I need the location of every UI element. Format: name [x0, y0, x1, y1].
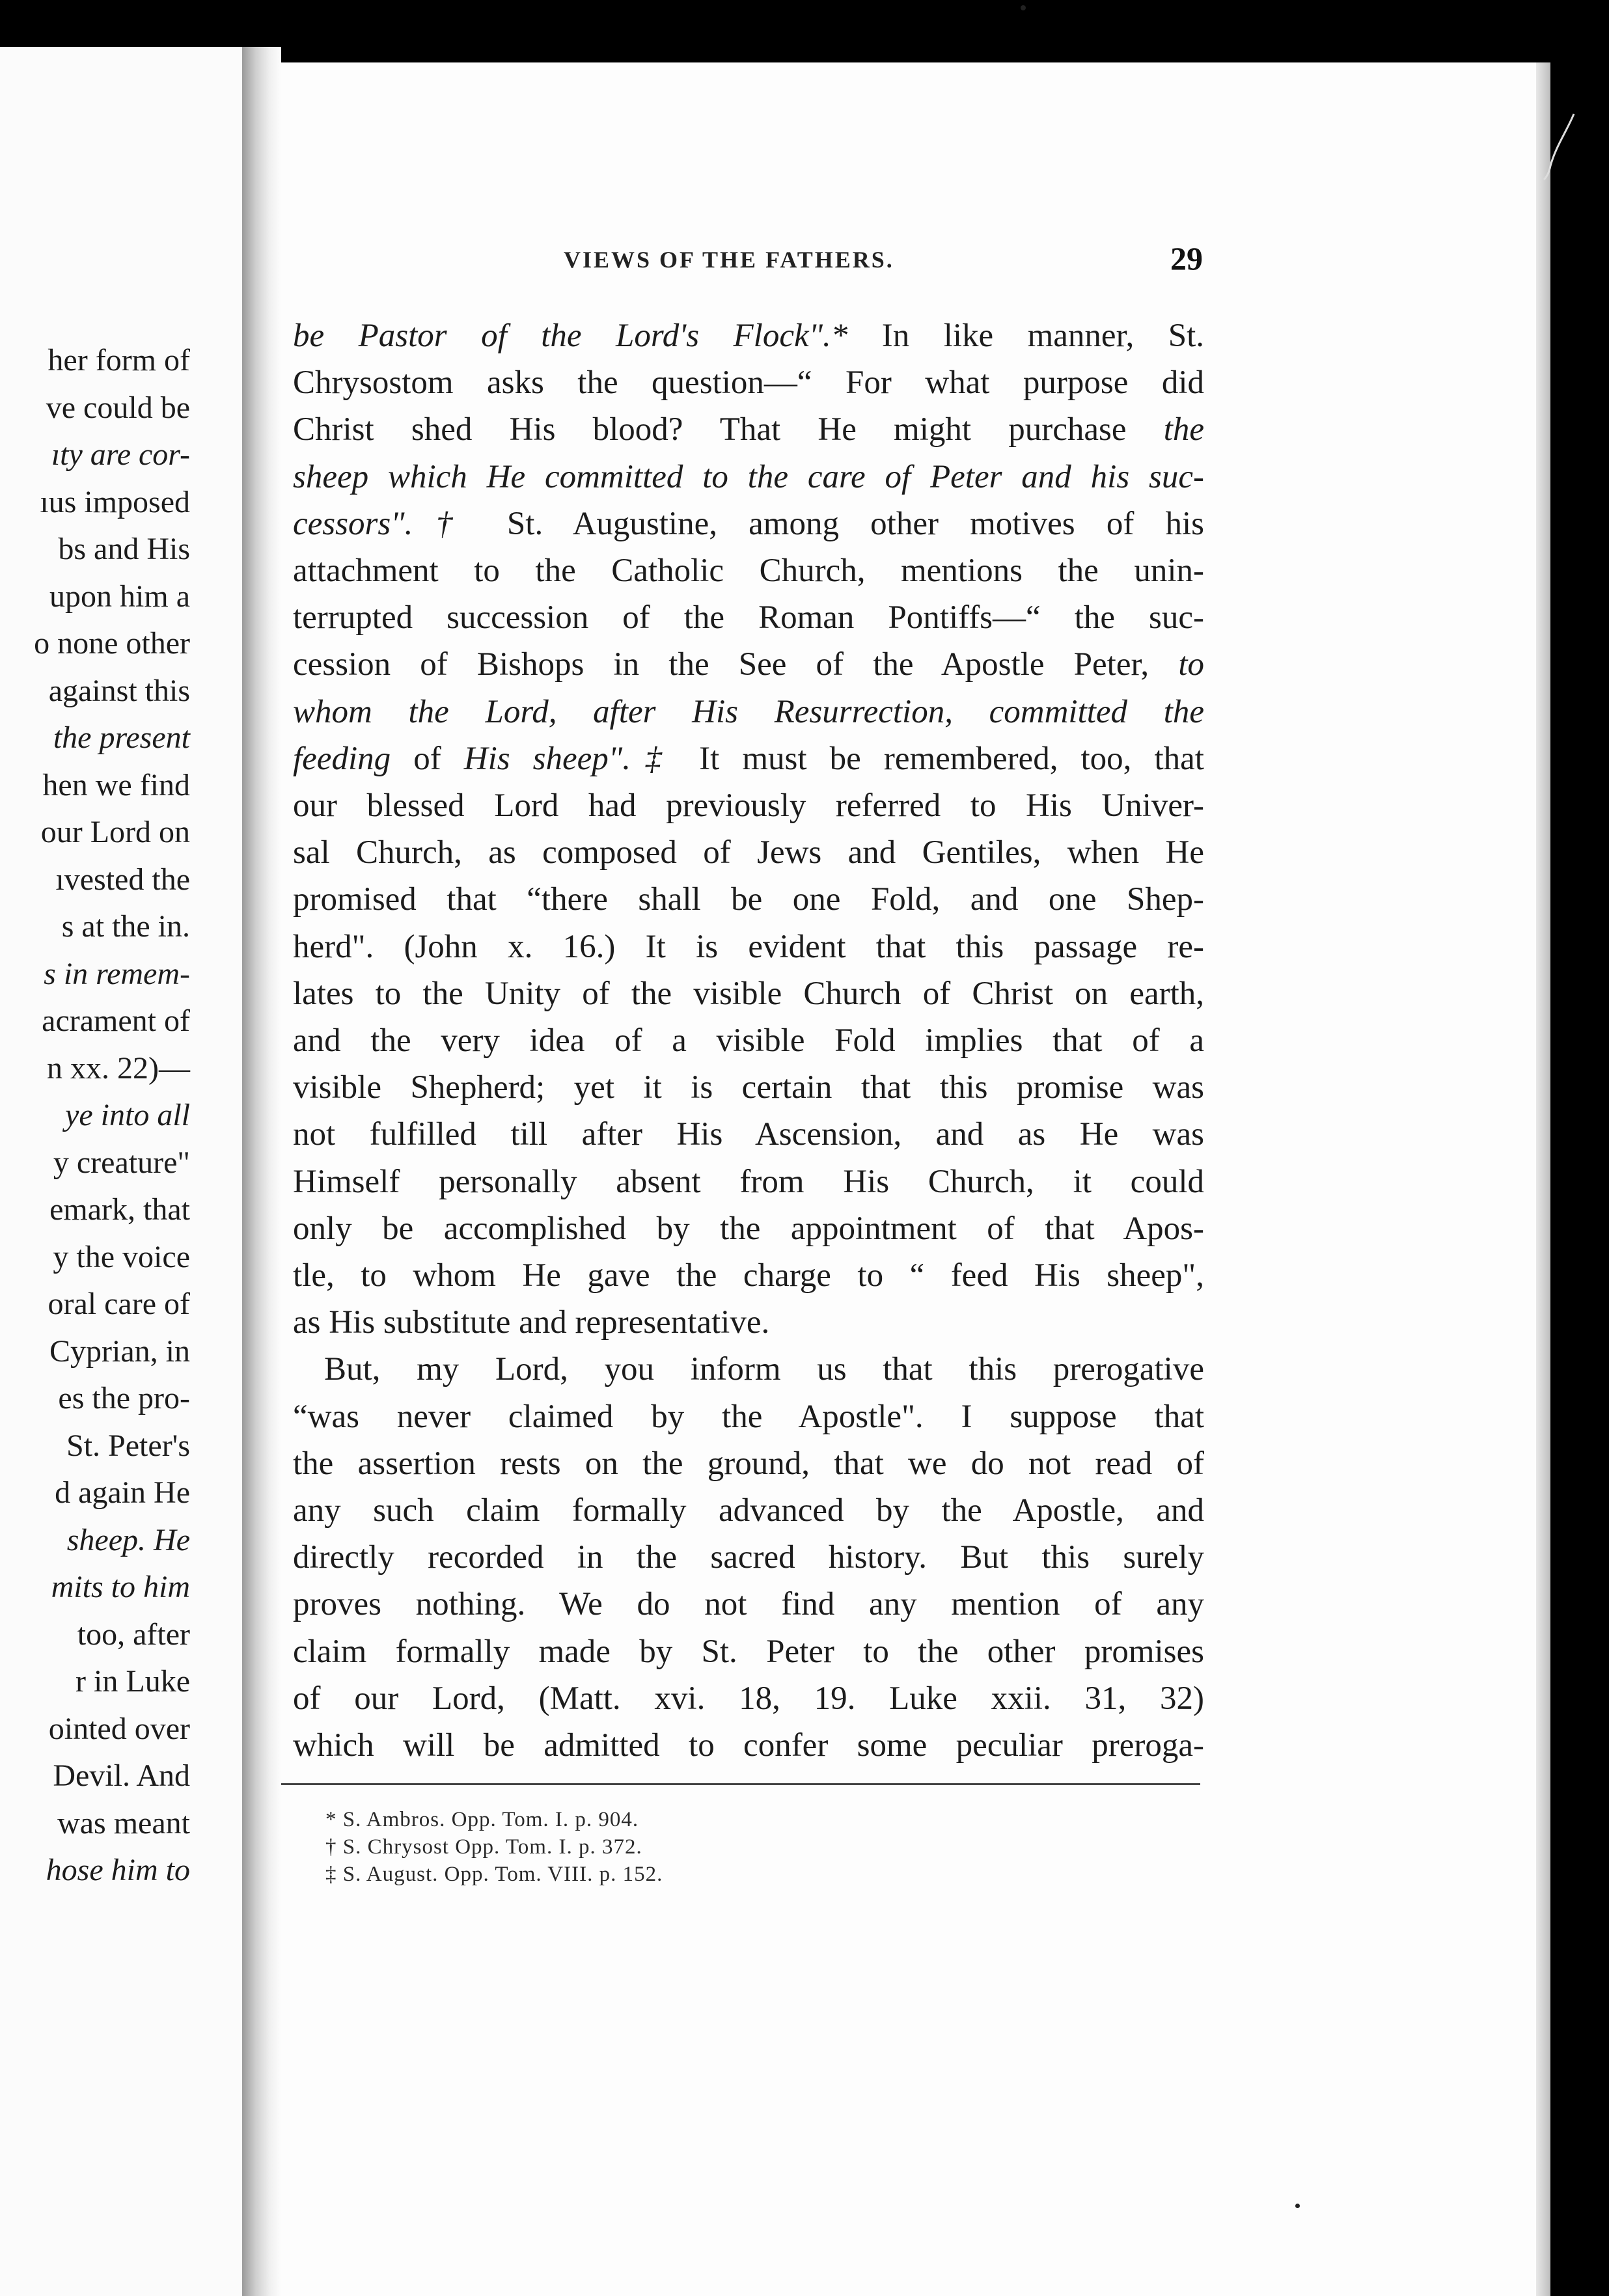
dust-speck — [1295, 2204, 1300, 2208]
text-line — [293, 923, 1204, 970]
text-line — [293, 1158, 1204, 1205]
left-page-line: Cyprian, in — [49, 1333, 190, 1369]
footnote: * S. Ambros. Opp. Tom. I. p. 904. — [325, 1808, 639, 1831]
text-line — [293, 876, 1204, 923]
left-page-line: bs and His — [58, 532, 190, 566]
text-line — [293, 500, 1204, 547]
text-run: Christ shed His blood? That He might purchase — [293, 411, 1164, 448]
text-line — [293, 312, 1204, 359]
text-run: Himself personally absent from His Church, it could — [293, 1163, 1204, 1200]
left-page-line: r in Luke — [76, 1664, 190, 1699]
left-page-line: the present — [53, 720, 190, 755]
left-page-line: s at the in. — [61, 909, 190, 944]
dust-speck — [1021, 5, 1026, 10]
left-page-line: upon him a — [49, 579, 190, 614]
running-head: VIEWS OF THE FATHERS. — [564, 247, 894, 273]
footnote: † S. Chrysost Opp. Tom. I. p. 372. — [325, 1835, 642, 1859]
text-run: “was never claimed by the Apostle". I suppose that — [293, 1398, 1204, 1435]
left-page-line: o none other — [34, 626, 190, 661]
text-line — [293, 454, 1204, 500]
text-run: any such claim formally advanced by the Apostle, and — [293, 1492, 1204, 1529]
text-run: claim formally made by St. Peter to the other promises — [293, 1633, 1204, 1670]
left-page-line: ointed over — [48, 1711, 190, 1746]
left-page-line: Devil. And — [53, 1758, 190, 1793]
text-run: But, my Lord, you inform us that this prerogative — [324, 1351, 1204, 1388]
text-line — [293, 406, 1204, 453]
left-page-line: acrament of — [42, 1004, 190, 1038]
left-page-line: ıus imposed — [40, 484, 190, 519]
text-line — [293, 1111, 1204, 1158]
text-run: the assertion rests on the ground, that we do not read of — [293, 1445, 1204, 1482]
text-line — [293, 1393, 1204, 1440]
text-line — [293, 1346, 1204, 1393]
gutter-shadow — [242, 47, 281, 2296]
italic-run: feeding — [293, 740, 391, 777]
text-line — [293, 547, 1204, 594]
text-run: visible Shepherd; yet it is certain that this promise was — [293, 1069, 1204, 1106]
italic-run: the — [1163, 411, 1204, 448]
left-page-line: y creature" — [53, 1145, 190, 1180]
left-page-line: her form of — [48, 343, 190, 377]
text-line — [293, 782, 1204, 829]
left-page-line: n xx. 22)— — [47, 1050, 190, 1086]
text-run: directly recorded in the sacred history. But this surely — [293, 1539, 1204, 1576]
text-run: herd". (John x. 16.) It is evident that this passage re- — [293, 928, 1204, 965]
text-line — [293, 1534, 1204, 1581]
left-page-line: ve could be — [46, 390, 190, 425]
left-page-line: too, after — [77, 1617, 190, 1652]
text-run: as His substitute and representative. — [293, 1304, 770, 1341]
text-run: which will be admitted to confer some peculiar preroga- — [293, 1727, 1204, 1764]
text-run: sal Church, as composed of Jews and Gentiles, when He — [293, 834, 1204, 871]
left-page-line: sheep. He — [66, 1522, 190, 1557]
italic-run: to — [1178, 646, 1204, 683]
left-page-line: hose him to — [46, 1853, 190, 1887]
pen-stroke-mark — [1541, 111, 1580, 182]
text-run: St. Augustine, among other motives of his — [475, 505, 1205, 542]
text-line — [293, 1628, 1204, 1675]
left-page-line: was meant — [57, 1805, 190, 1840]
text-run: not fulfilled till after His Ascension, and as He was — [293, 1116, 1204, 1153]
left-page-line: St. Peter's — [66, 1428, 190, 1463]
italic-run: be Pastor of the Lord's Flock".* — [293, 318, 848, 354]
text-line — [293, 641, 1204, 688]
left-page-line: our Lord on — [40, 815, 190, 849]
text-run: proves nothing. We do not find any mention of any — [293, 1586, 1204, 1623]
italic-run: His sheep".‡ — [463, 740, 677, 777]
text-line — [293, 594, 1204, 641]
left-page-line: d again He — [55, 1475, 190, 1510]
text-line — [293, 1487, 1204, 1534]
text-run: our blessed Lord had previously referred to His Univer- — [293, 787, 1204, 824]
left-page-line: y the voice — [53, 1239, 190, 1274]
left-page-line: ıty are cor- — [51, 437, 190, 472]
left-page-line: es the pro- — [58, 1381, 190, 1415]
italic-run: cessors".† — [293, 505, 476, 542]
text-run: and the very idea of a visible Fold implies that of a — [293, 1022, 1204, 1059]
left-page-line: oral care of — [48, 1287, 190, 1321]
page-edge — [1536, 62, 1550, 2296]
left-page-line: s in remem- — [44, 956, 190, 991]
text-run: tle, to whom He gave the charge to “ feed His sheep", — [293, 1257, 1204, 1294]
left-page-line: ıvested the — [55, 862, 190, 897]
text-line — [293, 829, 1204, 876]
text-run: of our Lord, (Matt. xvi. 18, 19. Luke xxii. 31, 32) — [293, 1680, 1204, 1717]
left-page-line: against this — [48, 673, 190, 708]
text-run: lates to the Unity of the visible Church of Christ on earth, — [293, 975, 1204, 1012]
text-line — [293, 1299, 1204, 1346]
left-page-line: emark, that — [49, 1192, 190, 1227]
text-line — [293, 1252, 1204, 1299]
text-line — [293, 1722, 1204, 1769]
text-line — [293, 359, 1204, 406]
text-run: Chrysostom asks the question—“ For what purpose did — [293, 364, 1204, 402]
text-line — [293, 1064, 1204, 1111]
text-run: of — [391, 740, 464, 777]
text-line — [293, 1581, 1204, 1628]
text-line — [293, 1675, 1204, 1722]
text-run: promised that “there shall be one Fold, and one Shep- — [293, 881, 1204, 918]
text-line — [293, 735, 1204, 782]
page-number: 29 — [1170, 240, 1203, 277]
left-page-line: ye into all — [65, 1098, 190, 1132]
text-run: It must be remembered, too, that — [676, 740, 1204, 777]
text-line — [293, 1205, 1204, 1252]
footnote-rule — [281, 1783, 1200, 1785]
footnote: ‡ S. August. Opp. Tom. VIII. p. 152. — [325, 1863, 663, 1886]
italic-run: sheep which He committed to the care of Peter and his suc- — [293, 458, 1204, 495]
text-run: attachment to the Catholic Church, mentions the unin- — [293, 553, 1204, 589]
text-line — [293, 970, 1204, 1017]
text-line — [293, 1440, 1204, 1487]
text-line — [293, 1017, 1204, 1064]
text-line — [293, 689, 1204, 735]
left-page-line: mits to him — [51, 1570, 190, 1604]
text-run: only be accomplished by the appointment of that Apos- — [293, 1210, 1204, 1247]
left-page-fragment — [0, 47, 242, 2296]
left-page-line: hen we find — [42, 767, 190, 802]
text-run: cession of Bishops in the See of the Apostle Peter, — [293, 646, 1179, 683]
italic-run: whom the Lord, after His Resurrection, committed the — [293, 693, 1204, 730]
text-run: terrupted succession of the Roman Pontiffs—“ the suc- — [293, 599, 1204, 636]
text-run: In like manner, St. — [847, 318, 1205, 354]
